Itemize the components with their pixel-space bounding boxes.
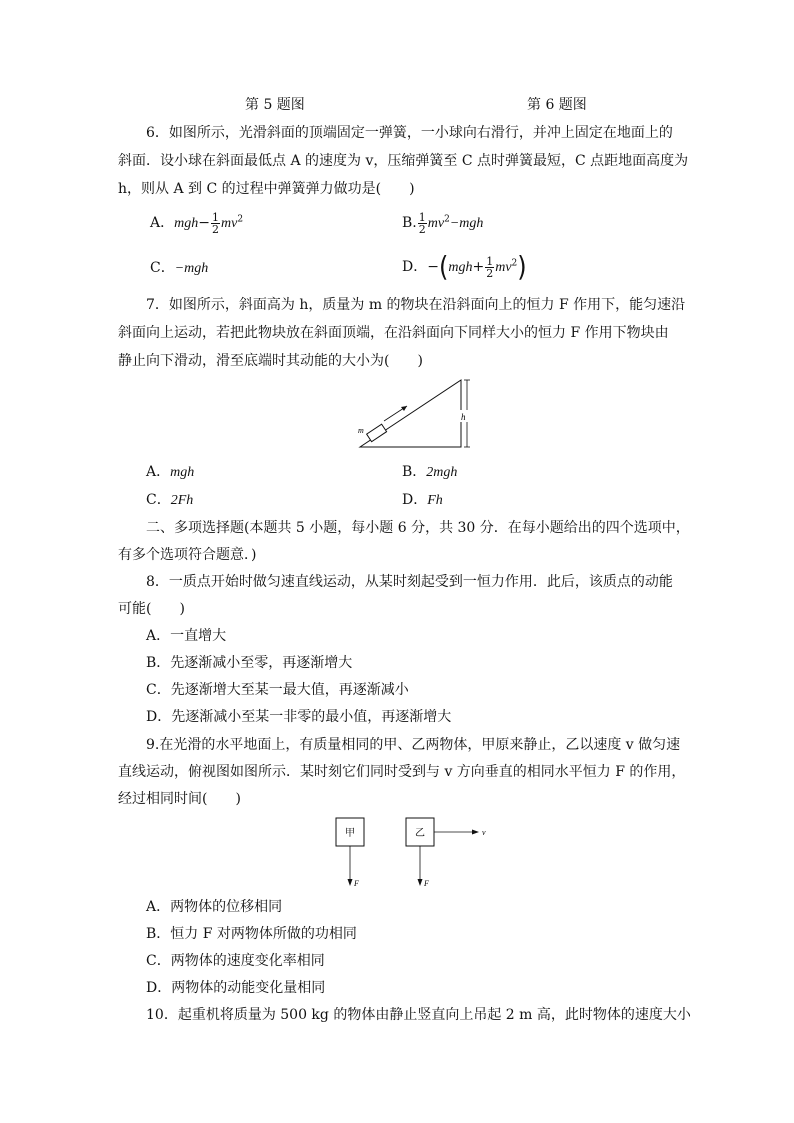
- q6-option-d[interactable]: D．−(mgh+ $\frac{1}{2}$ $mv^2$): [402, 250, 527, 284]
- section2-line-1: 二、多项选择题(本题共 5 小题，每小题 6 分，共 30 分．在每小题给出的四个选项中，: [146, 520, 690, 536]
- height-label: h: [461, 412, 466, 422]
- force-label-jia: F: [354, 879, 359, 888]
- q9-line-3: 经过相同时间( ): [118, 791, 241, 807]
- q7-option-a[interactable]: A．mgh: [146, 464, 195, 480]
- q9-option-d[interactable]: D．两物体的动能变化量相同: [146, 980, 326, 996]
- velocity-label: v: [482, 828, 486, 837]
- mass-label: m: [358, 426, 364, 435]
- q7-line-3: 静止向下滑动，滑至底端时其动能的大小为( ): [118, 353, 423, 369]
- q10-line-1: 10．起重机将质量为 500 kg 的物体由静止竖直向上吊起 2 m 高，此时物体的速度大小: [146, 1007, 691, 1023]
- q7-line-2: 斜面向上运动，若把此物块放在斜面顶端，在沿斜面向下同样大小的恒力 F 作用下物块由: [118, 325, 669, 341]
- q6-option-a[interactable]: A．mgh− $\frac{1}{2}$ $mv^2$: [150, 210, 244, 236]
- q9-option-a[interactable]: A．两物体的位移相同: [146, 899, 283, 915]
- fraction-half: $\frac{1}{2}$: [418, 210, 426, 236]
- q7-option-d[interactable]: D．Fh: [402, 492, 443, 508]
- force-figure: [330, 812, 500, 892]
- fraction-half: $\frac{1}{2}$: [211, 210, 219, 236]
- force-arrowhead: [401, 406, 407, 411]
- q7-line-1: 7．如图所示，斜面高为 h，质量为 m 的物块在沿斜面向上的恒力 F 作用下，能匀速沿: [146, 297, 686, 313]
- q9-option-c[interactable]: C．两物体的速度变化率相同: [146, 953, 325, 969]
- q8-line-2: 可能( ): [118, 601, 185, 617]
- force-label-yi: F: [424, 879, 429, 888]
- section2-line-2: 有多个选项符合题意．): [118, 547, 257, 563]
- box-jia-label: 甲: [345, 828, 355, 839]
- q6-option-b[interactable]: B. $\frac{1}{2}$ $mv^2-mgh$: [402, 210, 484, 236]
- caption-fig5: 第 5 题图: [245, 97, 305, 113]
- q9-line-1: 9.在光滑的水平地面上，有质量相同的甲、乙两物体，甲原来静止，乙以速度 v 做匀速: [146, 737, 681, 753]
- fraction-half: $\frac{1}{2}$: [486, 254, 494, 280]
- q9-option-b[interactable]: B．恒力 F 对两物体所做的功相同: [146, 926, 357, 942]
- q7-option-c[interactable]: C．2Fh: [146, 492, 194, 508]
- mass-block: [367, 424, 387, 441]
- q8-option-a[interactable]: A．一直增大: [146, 628, 227, 644]
- q8-option-b[interactable]: B．先逐渐减小至零，再逐渐增大: [146, 655, 353, 671]
- q8-line-1: 8．一质点开始时做匀速直线运动，从某时刻起受到一恒力作用．此后，该质点的动能: [146, 574, 673, 590]
- caption-fig6: 第 6 题图: [527, 97, 587, 113]
- box-yi-label: 乙: [415, 828, 425, 839]
- q6-line-2: 斜面．设小球在斜面最低点 A 的速度为 v，压缩弹簧至 C 点时弹簧最短，C 点距地面高度为: [118, 153, 689, 169]
- q7-option-b[interactable]: B．2mgh: [402, 464, 458, 480]
- incline-figure: [350, 372, 480, 452]
- q9-line-2: 直线运动，俯视图如图所示．某时刻它们同时受到与 v 方向垂直的相同水平恒力 F 的作用，: [118, 764, 686, 780]
- q6-line-1: 6．如图所示，光滑斜面的顶端固定一弹簧，一小球向右滑行，并冲上固定在地面上的: [146, 125, 673, 141]
- q6-option-c[interactable]: C．−mgh: [150, 260, 209, 276]
- q8-option-d[interactable]: D．先逐渐减小至某一非零的最小值，再逐渐增大: [146, 709, 452, 725]
- q8-option-c[interactable]: C．先逐渐增大至某一最大值，再逐渐减小: [146, 682, 409, 698]
- q6-line-3: h，则从 A 到 C 的过程中弹簧弹力做功是( ): [118, 181, 415, 197]
